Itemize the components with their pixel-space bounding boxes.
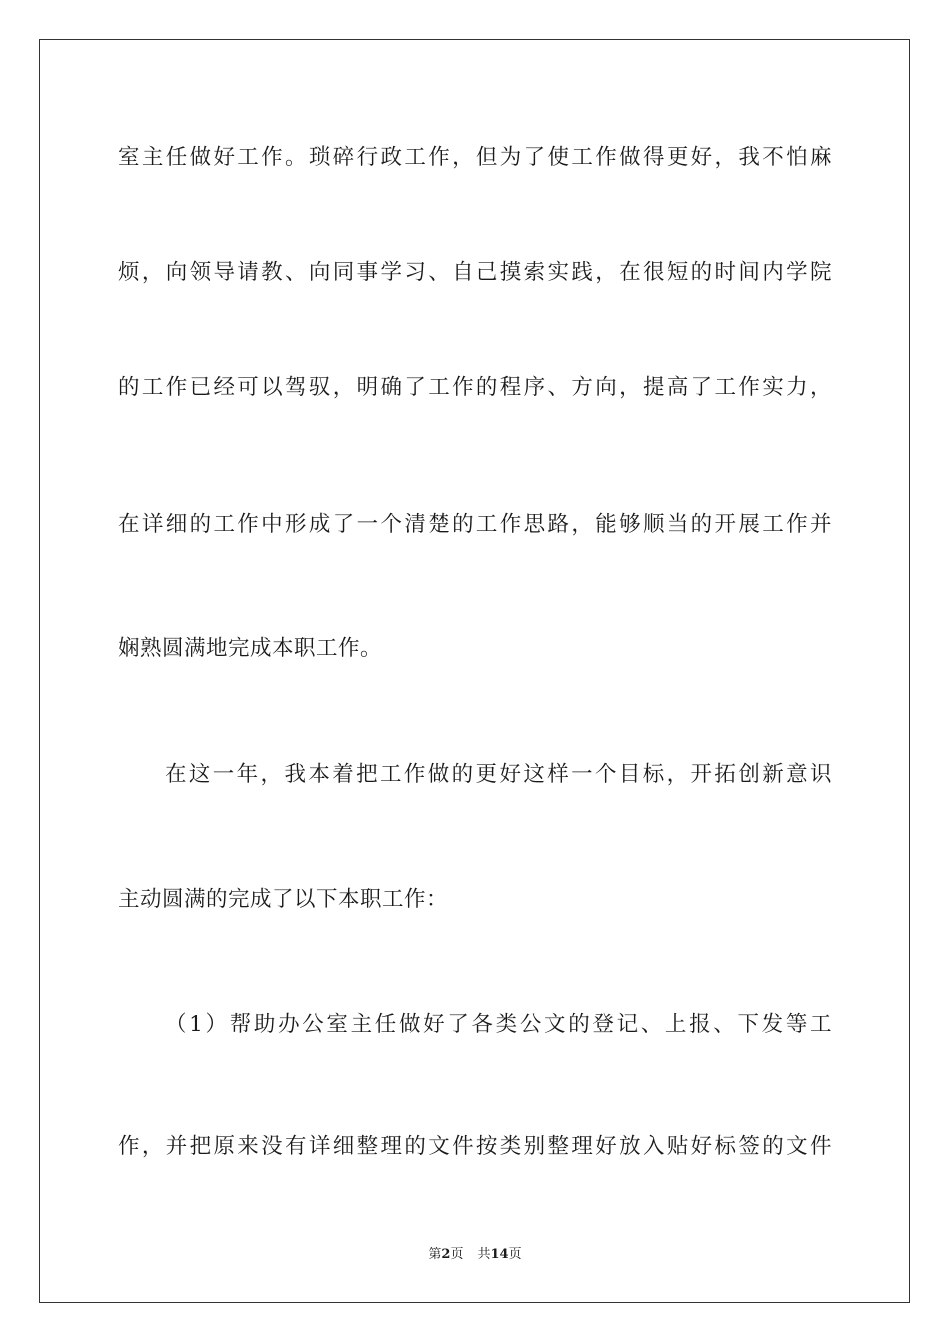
footer-total-prefix: 共 xyxy=(477,1247,491,1262)
footer-total-pages: 14 xyxy=(490,1247,509,1262)
page-footer xyxy=(0,1247,950,1263)
footer-page-number: 2 xyxy=(441,1247,451,1262)
body-line-8: （1）帮助办公室主任做好了各类公文的登记、上报、下发等工 xyxy=(165,1012,832,1037)
footer-total-unit: 页 xyxy=(508,1247,522,1262)
body-line-4: 在详细的工作中形成了一个清楚的工作思路，能够顺当的开展工作并 xyxy=(118,512,832,537)
body-line-3: 的工作已经可以驾驭，明确了工作的程序、方向，提高了工作实力， xyxy=(118,375,832,400)
body-line-1: 室主任做好工作。琐碎行政工作，但为了使工作做得更好，我不怕麻 xyxy=(118,145,832,170)
body-line-6: 在这一年，我本着把工作做的更好这样一个目标，开拓创新意识 xyxy=(165,762,832,787)
body-line-5: 娴熟圆满地完成本职工作。 xyxy=(118,636,383,661)
body-line-7: 主动圆满的完成了以下本职工作： xyxy=(118,887,449,912)
footer-page-prefix: 第 xyxy=(428,1247,442,1262)
page-border xyxy=(39,39,910,1303)
footer-page-unit: 页 xyxy=(450,1247,464,1262)
body-line-9: 作，并把原来没有详细整理的文件按类别整理好放入贴好标签的文件 xyxy=(118,1134,832,1159)
body-line-2: 烦，向领导请教、向同事学习、自己摸索实践，在很短的时间内学院 xyxy=(118,260,832,285)
